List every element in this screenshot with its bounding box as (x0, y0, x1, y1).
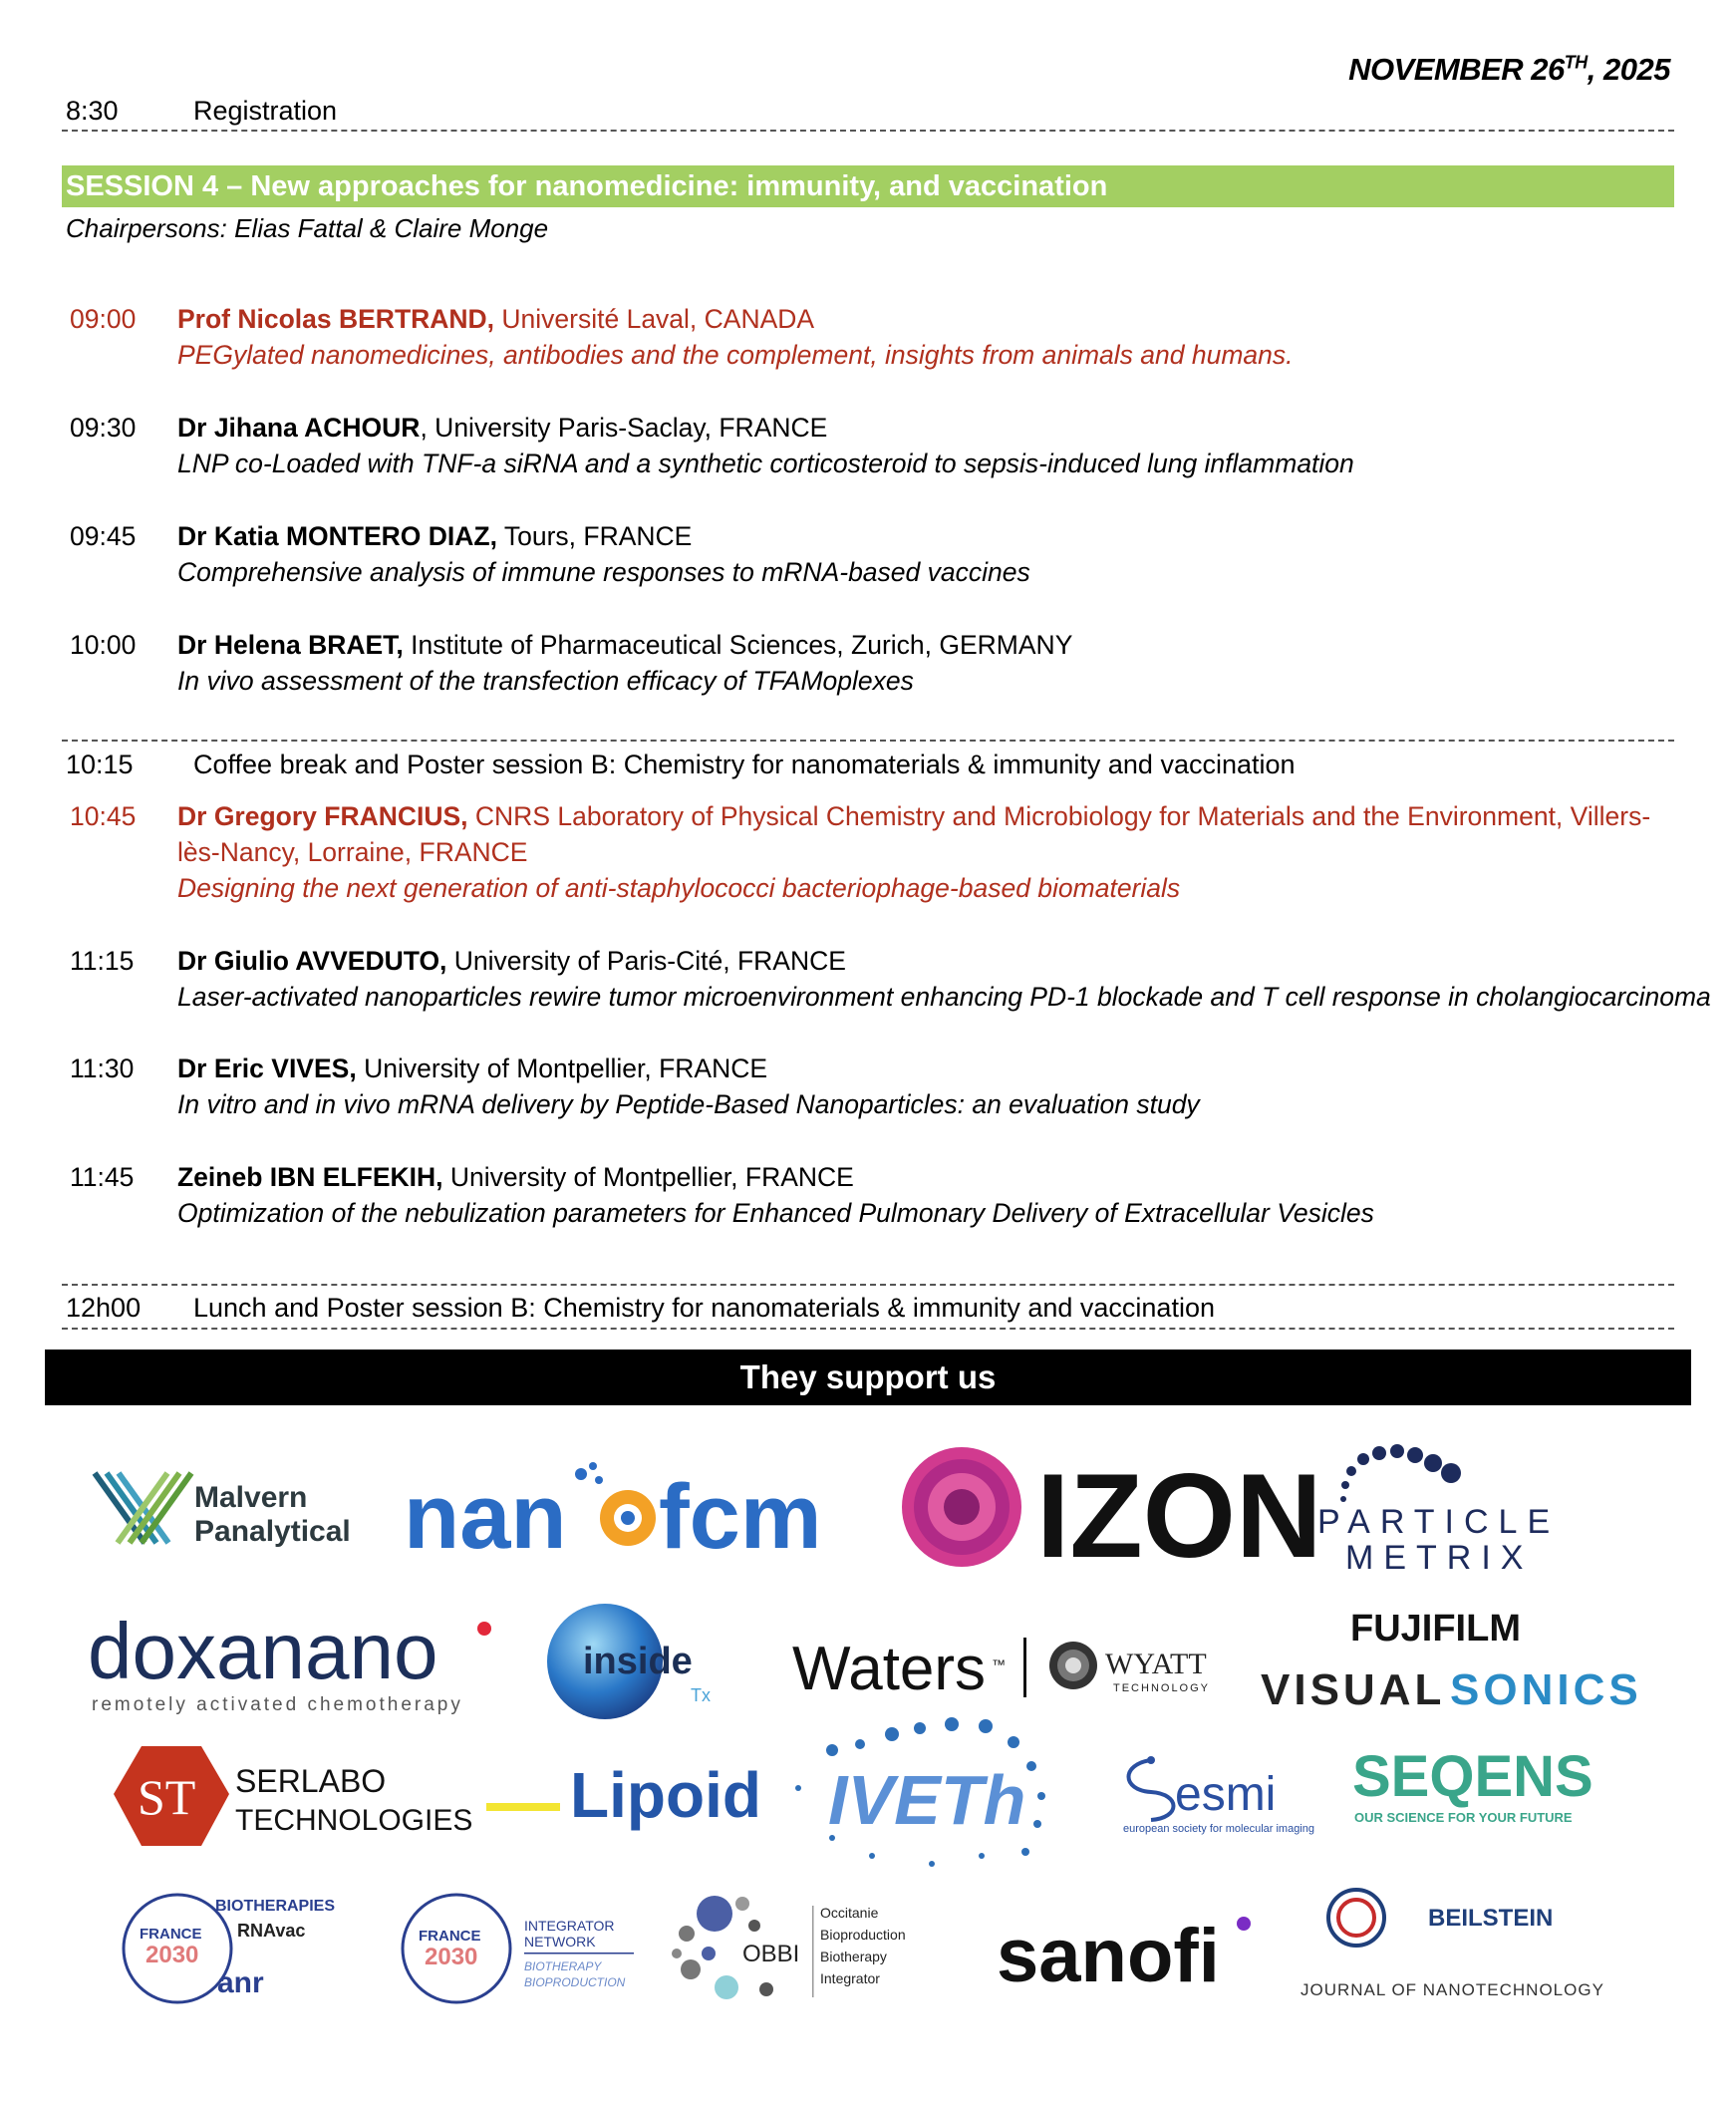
talk-speaker: Dr Jihana ACHOUR (177, 413, 421, 443)
year-2030: 2030 (145, 1942, 199, 1968)
esmi-logo (1111, 1746, 1325, 1836)
sanofi-logo (997, 1906, 1266, 2005)
talk-affiliation: University of Montpellier, FRANCE (442, 1162, 854, 1192)
talk-title: Optimization of the nebulization parameters for Enhanced Pulmonary Delivery of Extracellular Vesicles (177, 1198, 1374, 1228)
nanofcm-text-b: fcm (659, 1466, 822, 1568)
divider (62, 740, 1674, 742)
nanofcm-text-a: nan (404, 1466, 567, 1568)
doxanano-tagline: remotely activated chemotherapy (92, 1694, 463, 1715)
serlabo-st: ST (138, 1769, 196, 1825)
talk-affiliation: Université Laval, CANADA (494, 304, 815, 334)
obbi-word: OBBI (742, 1941, 800, 1967)
malvern-word: Malvern (194, 1481, 308, 1514)
chairpersons: Chairpersons: Elias Fattal & Claire Monge (66, 213, 549, 243)
talk-title: LNP co-Loaded with TNF-a siRNA and a synthetic corticosteroid to sepsis-induced lung inflammation (177, 449, 1354, 478)
izon-word: IZON (1036, 1449, 1322, 1583)
support-title: They support us (45, 1350, 1691, 1405)
talk-affiliation: CNRS Laboratory of Physical Chemistry and Microbiology for Materials and the Environment, Villers-lès-Nancy, Lorraine, FRANCE (177, 801, 1651, 867)
malvern-panalytical-logo (90, 1465, 379, 1555)
particle-metrix-logo (1315, 1443, 1614, 1577)
waters-word: Waters (792, 1635, 987, 1703)
lunch-label: Lunch and Poster session B: Chemistry for nanomaterials & immunity and vaccination (193, 1293, 1215, 1323)
waters-tm: ™ (992, 1656, 1006, 1672)
wyatt-swirl-icon (1049, 1642, 1097, 1689)
integrator-word: INTEGRATOR (524, 1918, 615, 1934)
serlabo-technologies-word: TECHNOLOGIES (235, 1804, 473, 1837)
particle-dots-icon (1340, 1444, 1461, 1502)
esmi-word: esmi (1175, 1768, 1277, 1821)
talk-speaker: Prof Nicolas BERTRAND, (177, 304, 495, 334)
esmi-tagline: european society for molecular imaging (1123, 1823, 1314, 1835)
talk-speaker: Dr Giulio AVVEDUTO, (177, 946, 447, 976)
talk-title: PEGylated nanomedicines, antibodies and the complement, insights from animals and humans. (177, 340, 1294, 370)
inside-tx-logo (543, 1600, 732, 1729)
talk-time: 11:15 (70, 946, 135, 976)
doxanano-logo (88, 1607, 496, 1716)
fujifilm-word: FUJIFILM (1350, 1608, 1521, 1650)
iveth-word: IVETh (828, 1761, 1026, 1839)
talk-time: 11:45 (70, 1162, 135, 1192)
sonics-word: SONICS (1450, 1665, 1642, 1714)
inside-tx-word: Tx (691, 1685, 711, 1705)
doxanano-dot-icon (477, 1622, 491, 1636)
talk-affiliation: University of Paris-Cité, FRANCE (446, 946, 846, 976)
talk-affiliation: University of Montpellier, FRANCE (356, 1053, 768, 1083)
beilstein-word: BEILSTEIN (1428, 1905, 1554, 1932)
coffee-time: 10:15 (66, 750, 134, 779)
session-title: SESSION 4 – New approaches for nanomedicine: immunity, and vaccination (62, 165, 1674, 207)
talk-speaker: Dr Eric VIVES, (177, 1053, 357, 1083)
registration-label: Registration (193, 96, 338, 126)
lunch-row (66, 1293, 1215, 1324)
france-word: FRANCE (419, 1928, 481, 1945)
obbi-integrator: Integrator (820, 1970, 880, 1986)
divider (62, 1328, 1674, 1330)
seqens-word: SEQENS (1352, 1744, 1593, 1809)
talk-time: 09:30 (70, 413, 137, 443)
beilstein-logo (1301, 1884, 1619, 2008)
beilstein-journal-word: JOURNAL OF NANOTECHNOLOGY (1301, 1980, 1604, 1999)
talk-title: Designing the next generation of anti-staphylococci bacteriophage-based biomaterials (177, 873, 1181, 903)
malvern-x-icon (95, 1473, 191, 1543)
obbi-biotherapy: Biotherapy (820, 1949, 887, 1964)
izon-flower-icon (902, 1447, 1021, 1567)
doxanano-word: doxanano (88, 1607, 438, 1695)
france2030-integrator-logo (399, 1889, 648, 2008)
talk-title: In vitro and in vivo mRNA delivery by Peptide-Based Nanoparticles: an evaluation study (177, 1089, 1200, 1119)
talk-time: 09:45 (70, 521, 137, 551)
program-date: NOVEMBER 26TH, 2025 (1348, 52, 1670, 87)
bioproduction-word: BIOPRODUCTION (524, 1975, 626, 1989)
obbi-occitanie: Occitanie (820, 1905, 879, 1921)
biotherapies-word: BIOTHERAPIES (215, 1898, 336, 1915)
waters-wyatt-logo (792, 1620, 1231, 1709)
seqens-tagline: OUR SCIENCE FOR YOUR FUTURE (1354, 1810, 1573, 1825)
particle-word: PARTICLE (1317, 1503, 1561, 1541)
talk-time: 11:30 (70, 1053, 135, 1083)
wyatt-word: WYATT (1105, 1648, 1207, 1680)
inside-word: inside (583, 1641, 693, 1682)
nanofcm-o-icon (575, 1462, 656, 1546)
lunch-time: 12h00 (66, 1293, 142, 1323)
metrix-word: METRIX (1345, 1539, 1534, 1577)
france-word: FRANCE (140, 1926, 202, 1943)
obbi-bioproduction: Bioproduction (820, 1927, 906, 1943)
lipoid-word: Lipoid (570, 1759, 761, 1831)
esmi-swirl-icon (1129, 1760, 1174, 1820)
talk-affiliation: Tours, FRANCE (496, 521, 693, 551)
talk-title: Laser-activated nanoparticles rewire tumor microenvironment enhancing PD-1 blockade and T cell response in cholangiocarcinoma (177, 982, 1711, 1012)
serlabo-logo (112, 1742, 473, 1852)
talk-speaker: Dr Katia MONTERO DIAZ, (177, 521, 497, 551)
network-word: NETWORK (524, 1934, 596, 1950)
coffee-break-row (66, 750, 1296, 780)
registration-row (66, 96, 337, 127)
talk-title: Comprehensive analysis of immune responses to mRNA-based vaccines (177, 557, 1030, 587)
lipoid-bar-icon (486, 1803, 560, 1811)
panalytical-word: Panalytical (194, 1515, 351, 1548)
talk-affiliation: , University Paris-Saclay, FRANCE (420, 413, 828, 443)
sanofi-word: sanofi (997, 1914, 1220, 1998)
talk-title: In vivo assessment of the transfection efficacy of TFAMoplexes (177, 666, 914, 696)
talk-time: 09:00 (70, 304, 137, 334)
coffee-label: Coffee break and Poster session B: Chemistry for nanomaterials & immunity and vaccination (193, 750, 1296, 779)
divider (62, 130, 1674, 132)
divider (62, 1284, 1674, 1286)
serlabo-word: SERLABO (235, 1763, 387, 1799)
lipoid-logo (486, 1749, 775, 1829)
visual-word: VISUAL (1261, 1665, 1446, 1714)
year-2030: 2030 (425, 1944, 478, 1970)
talk-speaker: Dr Helena BRAET, (177, 630, 404, 660)
talk-time: 10:45 (70, 801, 137, 831)
registration-time: 8:30 (66, 96, 119, 126)
talk-speaker: Dr Gregory FRANCIUS, (177, 801, 468, 831)
biotherapy-word: BIOTHERAPY (524, 1959, 602, 1973)
seqens-logo (1352, 1746, 1631, 1826)
rnavac-word: RNAvac (237, 1921, 306, 1941)
anr-word: anr (217, 1966, 264, 1999)
talk-affiliation: Institute of Pharmaceutical Sciences, Zurich, GERMANY (403, 630, 1073, 660)
talk-speaker: Zeineb IBN ELFEKIH, (177, 1162, 443, 1192)
nanofcm-logo (404, 1460, 852, 1568)
france2030-rnavac-logo (118, 1889, 377, 2008)
beilstein-rings-icon (1328, 1890, 1384, 1946)
wyatt-technology-word: TECHNOLOGY (1113, 1682, 1211, 1694)
talk-time: 10:00 (70, 630, 137, 660)
fujifilm-visualsonics-logo (1261, 1601, 1642, 1715)
iveth-logo (792, 1706, 1091, 1886)
logo-separator (1023, 1638, 1026, 1697)
obbi-logo (663, 1884, 962, 2013)
sanofi-dot-icon (1237, 1917, 1251, 1931)
izon-logo (897, 1445, 1322, 1583)
